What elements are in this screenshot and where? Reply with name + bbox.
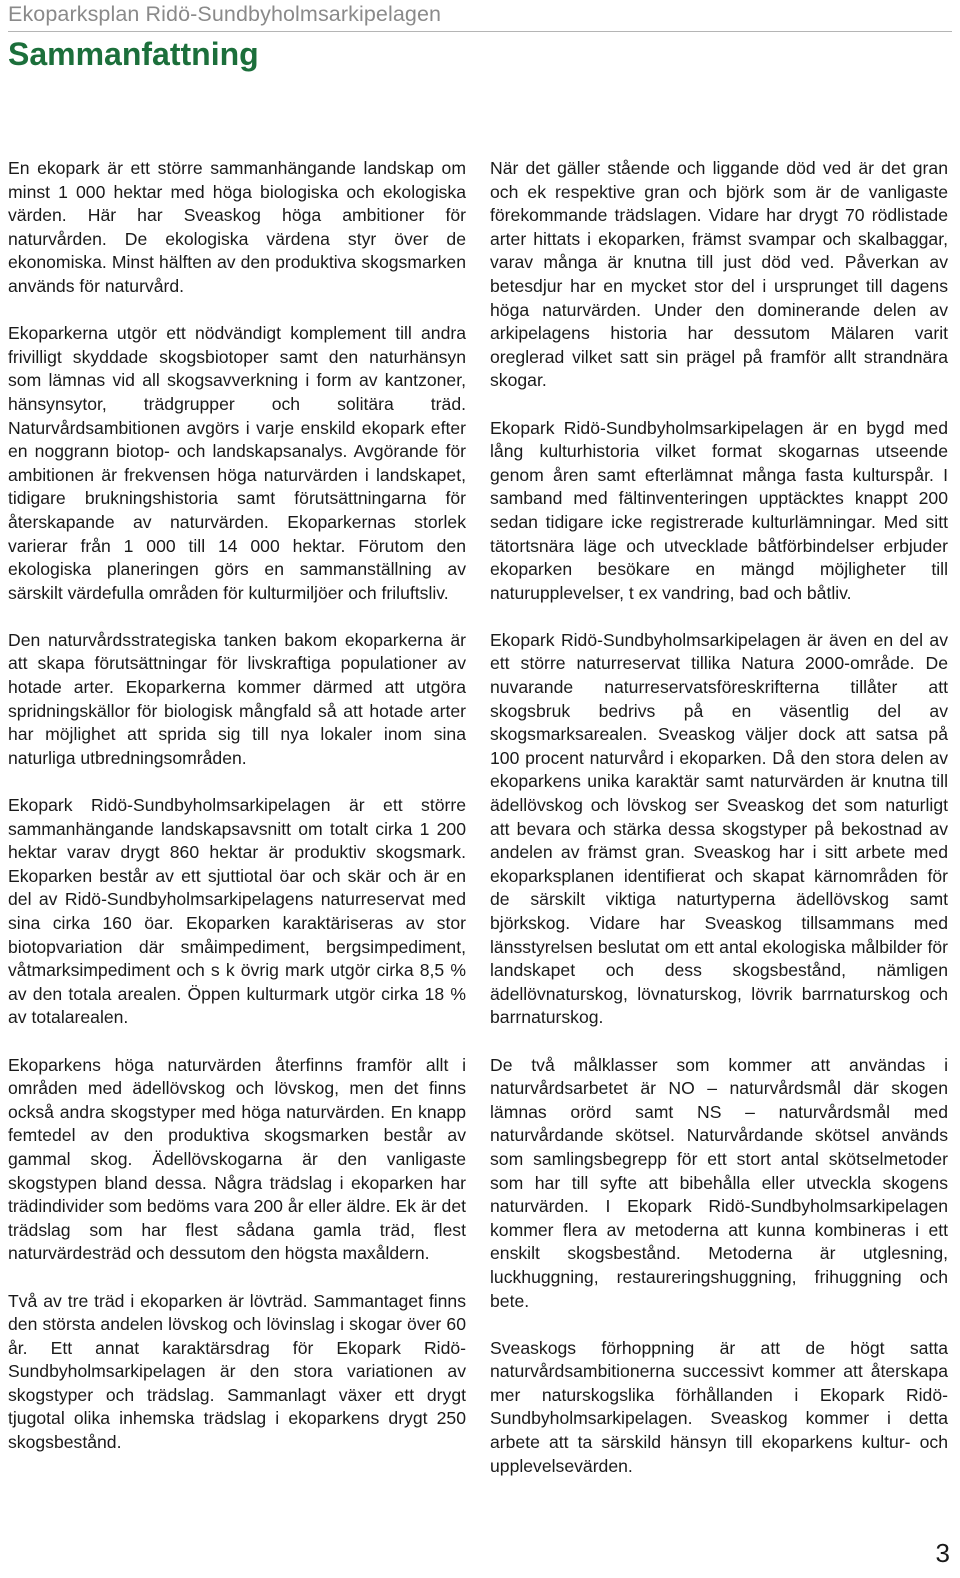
paragraph: Ekopark Ridö-Sundbyholmsarkipelagen är även en del av ett större naturreservat tillika Natura 2000-område. De nuvarande naturreservatsföreskrifterna tillåter att skogsbruk bedrivs på en väsentlig del av skogsmarksarealen. Sveaskog väljer dock att satsa på 100 procent naturvård i ekoparken. Då den stora delen av ekoparkens unika karaktär samt naturvärden är knutna till ädellövskog och lövskog ser Sveaskog det som naturligt att bevara och stärka dessa skogstyper på bekostnad av andelen av främst gran. Sveaskog har i sitt arbete med ekoparksplanen identifierat och skapat kärnområden för de särskilt viktiga naturtyperna ädellövskog samt björkskog. Vidare har Sveaskog tillsammans med länsstyrelsen beslutat om ett antal ekologiska målbilder för landskapet och dess skogsbestånd, nämligen ädellövnaturskog, lövnaturskog, lövrik barrnaturskog och barrnaturskog. (490, 629, 948, 1028)
page-number: 3 (935, 1538, 950, 1568)
paragraph: Den naturvårdsstrategiska tanken bakom ekoparkerna är att skapa förutsättningar för livskraftiga populationer av hotade arter. Ekoparkerna kommer därmed att utgöra spridningskällor för biologisk mångfald så att hotade arter har möjlighet att sprida sig till nya lokaler inom sina naturliga utbredningsområden. (8, 629, 466, 768)
running-header: Ekoparksplan Ridö-Sundbyholmsarkipelagen (8, 2, 442, 26)
page-title: Sammanfattning (8, 36, 259, 72)
left-column (8, 157, 466, 1478)
paragraph: En ekopark är ett större sammanhängande landskap om minst 1 000 hektar med höga biologiska och ekologiska värden. Här har Sveaskog höga ambitioner för naturvården. De ekologiska värdena styr över de ekonomiska. Minst hälften av den produktiva skogsmarken används för naturvård. (8, 158, 466, 296)
header-divider (8, 31, 952, 32)
paragraph: Ekopark Ridö-Sundbyholmsarkipelagen är en bygd med lång kulturhistoria vilket format skogarnas utseende genom åren samt efterlämnat många fasta kulturspår. I samband med fältinventeringen upptäcktes knappt 200 sedan tidigare icke registrerade kulturlämningar. Med sitt tätortsnära läge och utvecklade båtförbindelser erbjuder ekoparken besökare en mängd möjligheter till naturupplevelser, t ex vandring, bad och båtliv. (490, 417, 948, 603)
paragraph: De två målklasser som kommer att användas i naturvårdsarbetet är NO – naturvårdsmål där skogen lämnas orörd samt NS – naturvårdsmål med naturvårdande skötsel. Naturvårdande skötsel används som samlingsbegrepp för ett stort antal skötselmetoder som har till syfte att bibehålla eller utveckla skogens naturvärden. I Ekopark Ridö-Sundbyholmsarkipelagen kommer flera av metoderna att kunna kombineras i ett enskilt skogsbestånd. Metoderna är utglesning, luckhuggning, restaureringshuggning, frihuggning och bete. (490, 1054, 948, 1311)
right-column (490, 157, 948, 1502)
paragraph: Ekoparkens höga naturvärden återfinns framför allt i områden med ädellövskog och lövskog, men det finns också andra skogstyper med höga naturvärden. En knapp femtedel av den produktiva skogsmarken består av gammal skog. Ädellövskogarna är den vanligaste skogstypen bland dessa. Några trädslag i ekoparken har trädindivider som bedöms vara 200 år eller äldre. Ek är det trädslag som har flest sådana gamla träd, flest naturvärdesträd och dessutom den högsta maxåldern. (8, 1054, 466, 1264)
paragraph: Sveaskogs förhoppning är att de högt satta naturvårdsambitionerna successivt kommer att återskapa mer naturskogslika förhållanden i Ekopark Ridö-Sundbyholmsarkipelagen. Sveaskog kommer i detta arbete att ta särskild hänsyn till ekoparkens kultur- och upplevelsevärden. (490, 1337, 948, 1476)
paragraph: När det gäller stående och liggande död ved är det gran och ek respektive gran och björk som är de vanligaste förekommande trädslagen. Vidare har drygt 70 rödlistade arter hittats i ekoparken, främst svampar och skalbaggar, varav många är knutna till just död ved. Påverkan av betesdjur har en mycket stor del i ursprunget till dagens höga naturvärden. Under den dominerande delen av arkipelagens historia har dessutom Mälaren varit oreglerad vilket satt sin prägel på framför allt strandnära skogar. (490, 158, 948, 391)
paragraph: Två av tre träd i ekoparken är lövträd. Sammantaget finns den största andelen lövskog och lövinslag i skogar över 60 år. Ett annat karaktärsdrag för Ekopark Ridö-Sundbyholmsarkipelagen är den stora variationen av skogstyper och trädslag. Sammanlagt växer ett drygt tjugotal olika inhemska trädslag i ekoparkens drygt 250 skogsbestånd. (8, 1290, 466, 1453)
paragraph: Ekopark Ridö-Sundbyholmsarkipelagen är ett större sammanhängande landskapsavsnitt om totalt cirka 1 200 hektar varav drygt 860 hektar är produktiv skogsmark. Ekoparken består av ett sjuttiotal öar och skär och är en del av Ridö-Sundbyholmsarkipelagens naturreservat med sina cirka 160 öar. Ekoparken karaktäriseras av stor biotopvariation där småimpediment, bergsimpediment, våtmarksimpediment och s k övrig mark utgör cirka 8,5 % av den totala arealen. Öppen kulturmark utgör cirka 18 % av totalarealen. (8, 795, 466, 1028)
paragraph: Ekoparkerna utgör ett nödvändigt komplement till andra frivilligt skyddade skogsbiotoper samt den naturhänsyn som lämnas vid all skogsavverkning i form av kantzoner, hänsynsytor, trädgrupper och solitära träd. Naturvårdsambitionen avgörs i varje enskild ekopark efter en noggrann biotop- och landskapsanalys. Avgörande för ambitionen är frekvensen höga naturvärden i landskapet, tidigare brukningshistoria samt förutsättningarna för återskapande av naturvärden. Ekoparkernas storlek varierar från 1 000 till 14 000 hektar. Förutom den ekologiska planeringen görs en sammanställning av särskilt värdefulla områden för kulturmiljöer och friluftsliv. (8, 323, 466, 603)
